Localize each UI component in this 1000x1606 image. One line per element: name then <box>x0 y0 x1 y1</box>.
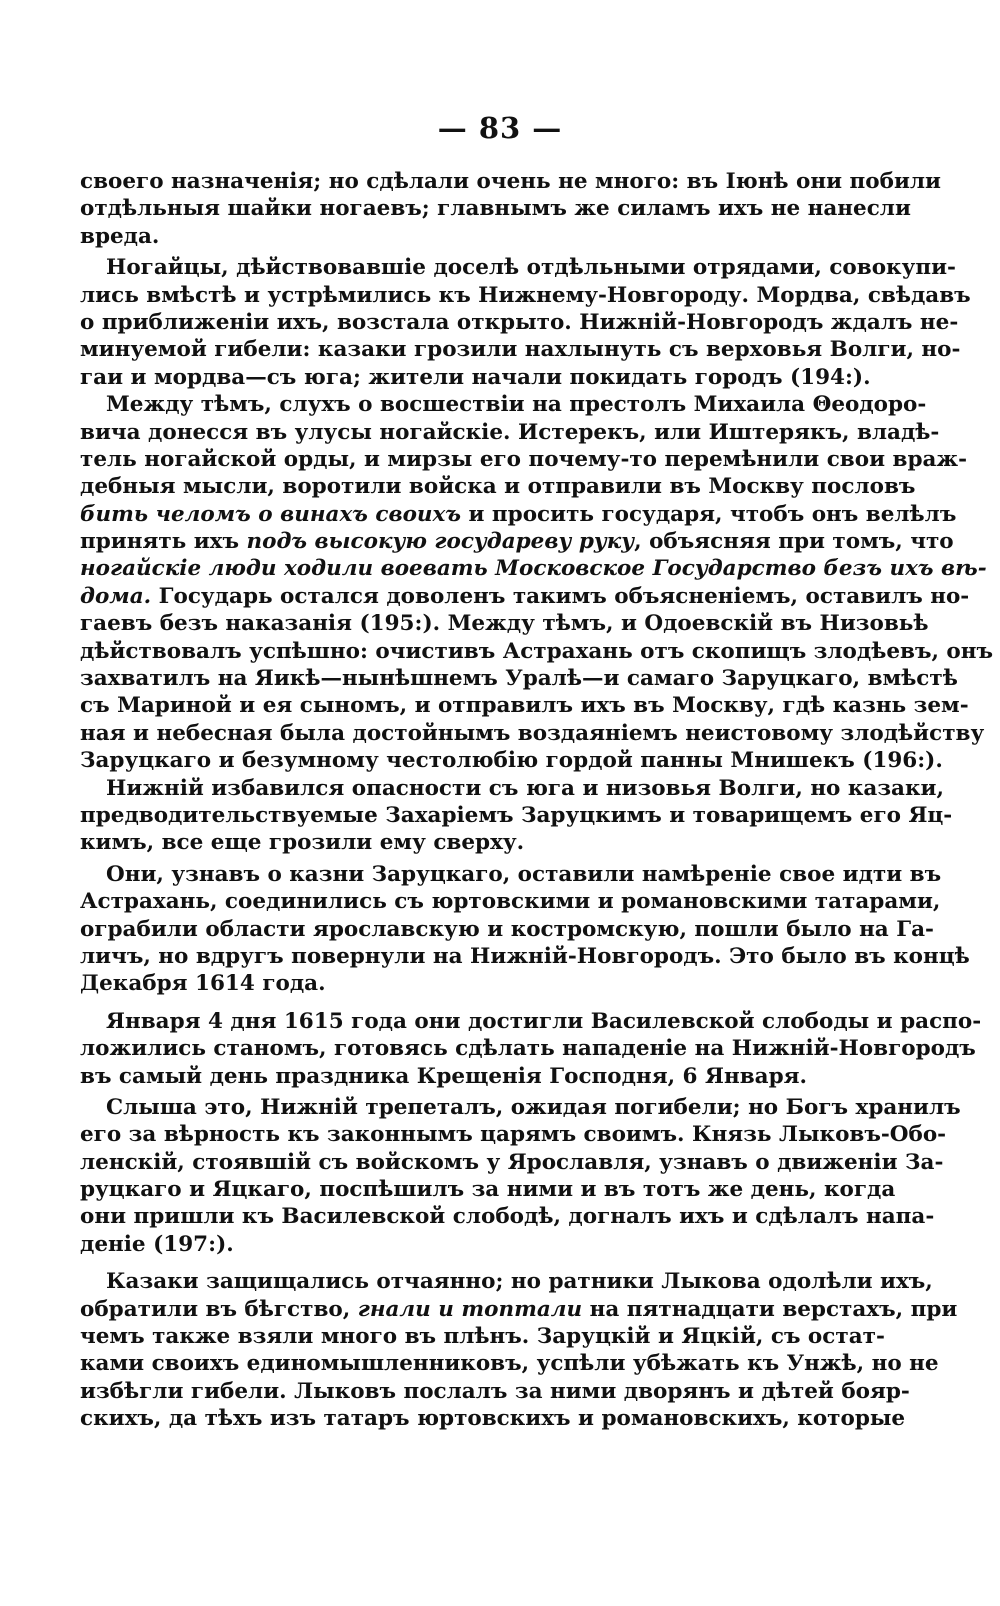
paragraph-7 <box>80 1094 961 1258</box>
text-line: ложились станомъ, готовясь сдѣлать нападеніе на Нижній-Новгородъ <box>80 1036 976 1062</box>
text-line: Они, узнавъ о казни Заруцкаго, оставили намѣреніе свое идти въ <box>106 861 942 887</box>
italic-text: подъ высокую государеву руку <box>246 529 635 555</box>
text-line: ками своихъ единомышленниковъ, успѣли убѣжать къ Унжѣ, но не <box>80 1351 939 1377</box>
paragraph-6 <box>80 1008 982 1090</box>
text-line: отдѣльныя шайки ногаевъ; главнымъ же силамъ ихъ не нанесли <box>80 196 911 222</box>
text-line: ная и небесная была достойнымъ воздаяніемъ неистовому злодѣйству <box>80 720 985 746</box>
text-line: вича донесся въ улусы ногайскіе. Истерекъ, или Иштерякъ, владѣ- <box>80 419 940 445</box>
text-line: вреда. <box>80 223 160 249</box>
text-line: о приближеніи ихъ, возстала открыто. Нижній-Новгородъ ждалъ не- <box>80 309 959 335</box>
text-line: ограбили области ярославскую и костромскую, пошли было на Га- <box>80 916 934 942</box>
italic-text: ногайскіе люди ходили воевать Московское Государство безъ ихъ вѣ- <box>80 556 987 582</box>
text-run: Государь остался доволенъ такимъ объясненіемъ, оставилъ но- <box>151 583 970 609</box>
text-line: гаи и мордва—съ юга; жители начали покидать городъ (194:). <box>80 364 871 390</box>
text-run: , объясняя при томъ, что <box>634 529 954 555</box>
text-line: руцкаго и Яцкаго, поспѣшилъ за ними и въ тотъ же день, когда <box>80 1177 896 1203</box>
text-line: ленскій, стоявшій съ войскомъ у Ярославля, узнавъ о движеніи За- <box>80 1149 944 1175</box>
text-line: Астрахань, соединились съ юртовскими и романовскими татарами, <box>80 889 941 915</box>
text-line: Декабря 1614 года. <box>80 971 326 997</box>
text-line: гаевъ безъ наказанія (195:). Между тѣмъ, и Одоевскій въ Низовьѣ <box>80 611 929 637</box>
paragraph-4 <box>80 775 953 857</box>
text-line: кимъ, все еще грозили ему сверху. <box>80 830 525 856</box>
page-number: — 83 — <box>437 111 563 145</box>
text-line: Заруцкаго и безумному честолюбію гордой панны Мнишекъ (196:). <box>80 748 943 774</box>
text-line <box>80 528 954 555</box>
text-run: обратили въ бѣгство, <box>80 1296 358 1322</box>
text-line: лись вмѣстѣ и устрѣмились къ Нижнему-Новгороду. Мордва, свѣдавъ <box>80 282 971 308</box>
paragraph-5 <box>80 861 970 998</box>
text-line: Нижній избавился опасности съ юга и низовья Волги, но казаки, <box>106 775 944 801</box>
text-line: чемъ также взяли много въ плѣнъ. Заруцкій и Яцкій, съ остат- <box>80 1324 885 1350</box>
text-line: дѣйствовалъ успѣшно: очистивъ Астрахань отъ скопищъ злодѣевъ, онъ <box>80 638 993 664</box>
italic-text: гнали и топтали <box>357 1296 583 1322</box>
text-line: скихъ, да тѣхъ изъ татаръ юртовскихъ и романовскихъ, которые <box>80 1406 906 1432</box>
text-line <box>80 583 970 610</box>
paragraph-8 <box>80 1268 958 1432</box>
text-line: съ Мариной и ея сыномъ, и отправилъ ихъ въ Москву, гдѣ казнь зем- <box>80 693 969 719</box>
paragraph-3 <box>80 391 993 774</box>
italic-text: дома. <box>80 583 152 609</box>
text-line: избѣгли гибели. Лыковъ послалъ за ними дворянъ и дѣтей бояр- <box>80 1378 910 1404</box>
body-text <box>80 168 993 1433</box>
text-run: принять ихъ <box>80 529 247 555</box>
text-line <box>80 1296 958 1323</box>
text-line: личъ, но вдругъ повернули на Нижній-Новгородъ. Это было въ концѣ <box>80 943 970 969</box>
text-line <box>80 501 957 528</box>
text-line: Ногайцы, дѣйствовавшіе доселѣ отдѣльными отрядами, совокупи- <box>106 255 956 281</box>
text-line: деніе (197:). <box>80 1231 234 1257</box>
text-line: своего назначенія; но сдѣлали очень не много: въ Іюнѣ они побили <box>80 169 942 194</box>
text-line: дебныя мысли, воротили войска и отправили въ Москву пословъ <box>80 474 916 500</box>
text-line: его за вѣрность къ законнымъ царямъ своимъ. Князь Лыковъ-Обо- <box>80 1122 947 1148</box>
text-line: Слыша это, Нижній трепеталъ, ожидая погибели; но Богъ хранилъ <box>106 1094 961 1120</box>
text-line: въ самый день праздника Крещенія Господня, 6 Января. <box>80 1063 807 1089</box>
text-line: Казаки защищались отчаянно; но ратники Лыкова одолѣли ихъ, <box>106 1269 933 1295</box>
text-line: Между тѣмъ, слухъ о восшествіи на престолъ Михаила Θеодоро- <box>106 392 927 418</box>
italic-text: бить челомъ о винахъ своихъ <box>80 501 462 527</box>
text-line: они пришли къ Василевской слободѣ, догналъ ихъ и сдѣлалъ напа- <box>80 1204 935 1230</box>
text-line: тель ногайской орды, и мирзы его почему-то перемѣнили свои враж- <box>80 446 968 472</box>
text-line: Января 4 дня 1615 года они достигли Василевской слободы и распо- <box>106 1008 982 1034</box>
text-run: и просить государя, чтобъ онъ велѣлъ <box>461 501 957 527</box>
text-line: захватилъ на Яикѣ—нынѣшнемъ Уралѣ—и самаго Заруцкаго, вмѣстѣ <box>80 666 958 692</box>
text-line: предводительствуемые Захаріемъ Заруцкимъ и товарищемъ его Яц- <box>80 802 953 828</box>
text-run: на пятнадцати верстахъ, при <box>582 1296 958 1322</box>
paragraph-1 <box>80 168 942 250</box>
text-line: минуемой гибели: казаки грозили нахлынуть съ верховья Волги, но- <box>80 337 961 363</box>
text-line <box>80 555 987 582</box>
paragraph-2 <box>80 254 971 391</box>
